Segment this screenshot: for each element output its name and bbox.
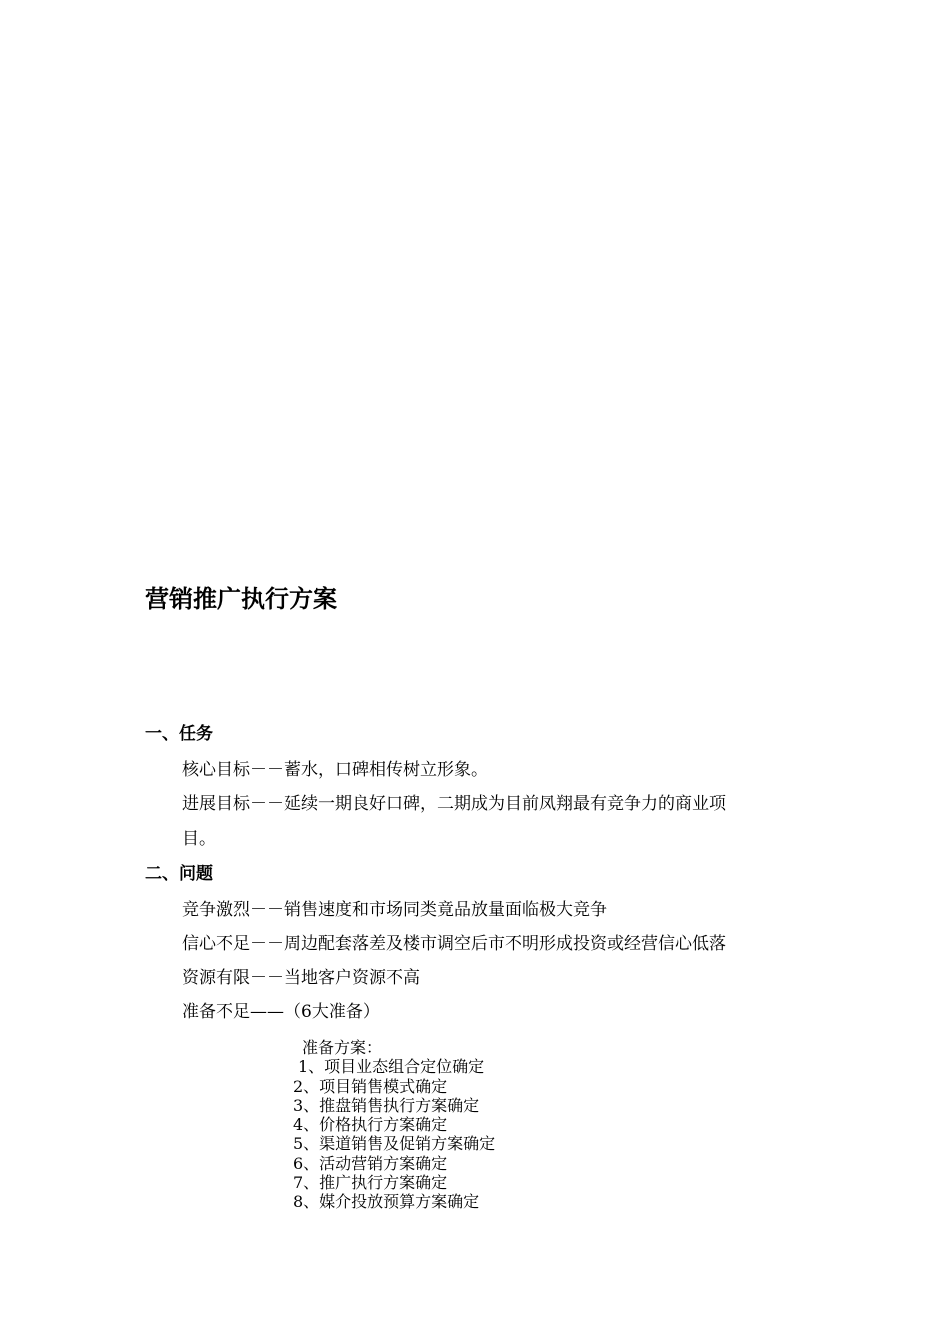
section-heading-problems: 二、问题 (145, 864, 213, 884)
preparation-plan-heading: 准备方案： (302, 1038, 383, 1057)
task-progress-goal-continued: 目。 (182, 829, 216, 849)
list-item: 6、活动营销方案确定 (293, 1153, 448, 1173)
page-title: 营销推广执行方案 (145, 585, 337, 613)
list-item: 2、项目销售模式确定 (293, 1076, 448, 1096)
problem-preparation: 准备不足——（6大准备） (182, 1002, 380, 1022)
problem-resources: 资源有限－－当地客户资源不高 (182, 968, 420, 988)
preparation-plan (290, 1038, 495, 1212)
list-item: 3、推盘销售执行方案确定 (293, 1095, 480, 1115)
list-item: 5、渠道销售及促销方案确定 (293, 1134, 496, 1154)
task-core-goal: 核心目标－－蓄水，口碑相传树立形象。 (182, 760, 488, 780)
list-item: 1、项目业态组合定位确定 (298, 1057, 485, 1077)
list-item: 8、媒介投放预算方案确定 (293, 1192, 480, 1212)
problem-competition: 竞争激烈－－销售速度和市场同类竟品放量面临极大竞争 (182, 900, 607, 920)
list-item: 7、推广执行方案确定 (293, 1173, 448, 1193)
preparation-plan-list (290, 1057, 495, 1211)
section-heading-tasks: 一、任务 (145, 724, 213, 744)
list-item: 4、价格执行方案确定 (293, 1115, 448, 1135)
problem-confidence: 信心不足－－周边配套落差及楼市调空后市不明形成投资或经营信心低落 (182, 934, 726, 954)
task-progress-goal: 进展目标－－延续一期良好口碑，二期成为目前凤翔最有竞争力的商业项 (182, 794, 726, 814)
